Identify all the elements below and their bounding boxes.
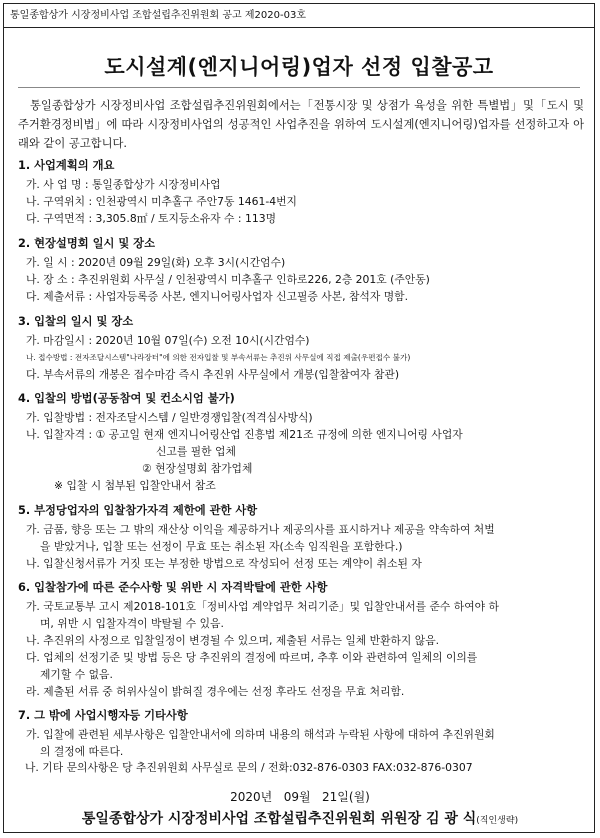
signature-line (0, 808, 600, 828)
section-4-line: 가. 입찰방법 : 전자조달시스템 / 일반경쟁입찰(적격심사방식) (26, 411, 313, 424)
section-7-title: 7. 그 밖에 사업시행자등 기타사항 (18, 709, 188, 722)
section-5-line: 나. 입찰신청서류가 거짓 또는 부정한 방법으로 작성되어 선정 또는 계약이 취소된 자 (26, 557, 422, 570)
section-6-title: 6. 입찰참가에 따른 준수사항 및 위반 시 자격박탈에 관한 사항 (18, 581, 328, 594)
title-divider (18, 87, 580, 88)
section-6-line: 나. 추진위의 사정으로 입찰일정이 변경될 수 있으며, 제출된 서류는 일체 반환하지 않음. (26, 634, 440, 647)
intro-paragraph: 통일종합상가 시장정비사업 조합설립추진위원회에서는「전통시장 및 상점가 육성을 위한 특별법」및「도시 및 주거환경정비법」에 따라 시장정비사업의 성공적인 사업추진을 위하여 도시설계(엔지니어링)업자를 선정하고자 아래와 같이 공고합니다. (18, 99, 584, 150)
section-3-title: 3. 입찰의 일시 및 장소 (18, 315, 134, 328)
section-7-line: 가. 입찰에 관련된 세부사항은 입찰안내서에 의하며 내용의 해석과 누락된 사항에 대하여 추진위원회 (26, 728, 495, 741)
section-5-title: 5. 부정당업자의 입찰참가자격 제한에 관한 사항 (18, 504, 258, 517)
section-6-line: 며, 위반 시 입찰자격이 박탈될 수 있음. (40, 617, 224, 630)
section-4-line: 신고를 필한 업체 (156, 445, 236, 458)
section-5-line: 을 받았거나, 입찰 또는 선정이 무효 또는 취소된 자(소속 임직원을 포함한다.) (40, 540, 403, 553)
section-6-line: 다. 업체의 선정기준 및 방법 등은 당 추진위의 결정에 따르며, 추후 이와 관련하여 일체의 이의를 (26, 651, 478, 664)
section-7-contact-line: 나. 기타 문의사항은 당 추진위원회 사무실로 문의 / 전화:032-876-0303 FAX:032-876-0307 (25, 761, 473, 774)
section-5-line: 가. 금품, 향응 또는 그 밖의 재산상 이익을 제공하거나 제공의사를 표시하거나 제공을 약속하여 처벌 (26, 523, 495, 536)
notice-header: 통일종합상가 시장정비사업 조합설립추진위원회 공고 제2020-03호 (4, 4, 594, 28)
notice-document (3, 3, 595, 833)
notice-date: 2020년 09월 21일(월) (230, 790, 370, 804)
section-6-line: 제기할 수 없음. (40, 668, 113, 681)
notice-title: 도시설계(엔지니어링)업자 선정 입찰공고 (104, 55, 494, 79)
section-7-line: 의 결정에 따른다. (40, 745, 124, 758)
section-3-line: 가. 마감일시 : 2020년 10월 07일(수) 오전 10시(시간엄수) (26, 334, 310, 347)
section-3-line: 다. 부속서류의 개봉은 접수마감 즉시 추진위 사무실에서 개봉(입찰참여자 참관) (26, 368, 400, 381)
section-1-line: 다. 구역면적 : 3,305.8㎡ / 토지등소유자 수 : 113명 (26, 212, 277, 225)
section-2-line: 나. 장 소 : 추진위원회 사무실 / 인천광역시 미추홀구 인하로226, 2층 201호 (주안동) (26, 273, 430, 286)
section-4-line: 나. 입찰자격 : ① 공고일 현재 엔지니어링산업 진흥법 제21조 규정에 의한 엔지니어링 사업자 (26, 428, 463, 441)
section-6-line: 가. 국토교통부 고시 제2018-101호「정비사업 계약업무 처리기준」및 입찰안내서를 준수 하여야 하 (26, 600, 499, 613)
section-2-line: 가. 일 시 : 2020년 09월 29일(화) 오후 3시(시간엄수) (26, 256, 286, 269)
section-4-line: ② 현장설명회 참가업체 (142, 462, 253, 475)
section-3-line: 나. 접수방법 : 전자조달시스템"나라장터"에 의한 전자입찰 및 부속서류는 추진위 사무실에 직접 제출(우편접수 불가) (26, 353, 411, 362)
section-1-line: 가. 사 업 명 : 통일종합상가 시장정비사업 (26, 178, 221, 191)
section-1-title: 1. 사업계획의 개요 (18, 159, 115, 172)
signature-name: 통일종합상가 시장정비사업 조합설립추진위원회 위원장 김 광 식 (81, 811, 477, 827)
section-6-line: 라. 제출된 서류 중 허위사실이 밝혀질 경우에는 선정 후라도 선정을 무효 처리함. (26, 685, 405, 698)
section-1-line: 나. 구역위치 : 인천광역시 미추홀구 주안7동 1461-4번지 (26, 195, 297, 208)
section-2-line: 다. 제출서류 : 사업자등록증 사본, 엔지니어링사업자 신고필증 사본, 참석자 명함. (26, 290, 409, 303)
section-4-title: 4. 입찰의 방법(공동참여 및 컨소시엄 불가) (18, 392, 235, 405)
seal-note: (직인생략) (476, 816, 519, 826)
section-2-title: 2. 현장설명회 일시 및 장소 (18, 237, 156, 250)
section-4-note: ※ 입찰 시 첨부된 입찰안내서 참조 (54, 479, 216, 492)
